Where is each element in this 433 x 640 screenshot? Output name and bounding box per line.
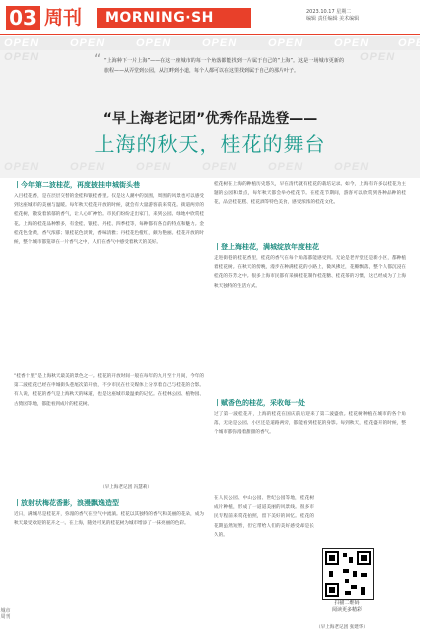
section-banner: MORNING·SH [97,8,251,28]
body-text: 入目桂花香，是在层层交替的金桂和银桂香里。仅是这人潮中的氛围，周围的风景也可以感受到这座城市的美丽与温暖。每年秋天桂花开放的时候，就会有大量游客前来赏花。街道两旁的桂花树，散发着浓郁的香气，让人心旷神怡。市民们纷纷走出家门，来到公园、绿地中欣赏桂花。上海的桂花品种繁多，有金桂、银桂、丹桂、四季桂等，每种都有各自的特点和魅力。金桂花色金黄，香气浓郁；银桂花色淡黄，香味清雅；丹桂花色橙红，颇为艳丽。桂花开放的时候，整个城市都笼罩在一片香气之中，人们在香气中感受着秋天的美好。 [14,194,204,246]
page-number: 03 [6,6,40,30]
qr-caption: 扫描二维码 阅读更多精彩 [331,600,362,613]
page-header [0,0,420,34]
open-word: OPEN [4,161,40,173]
section-heading: 丨放射状梅花香影，浪漫飘逸造型 [14,499,119,507]
open-pattern-row [0,160,420,174]
body-text: 过了第一波桂花开，上海的桂花在国庆前后迎来了第二波盛放。桂花树种植在城市的各个角落，无论是公园、小区还是道路两旁，都能看到桂花的身影。每到秋天，桂花盛开的时候，整个城市都弥漫着甜甜的香气。 [214,412,406,436]
open-word: OPEN [268,161,304,173]
page-footer: 城市 周刊 [0,608,11,620]
header-rule [0,34,420,35]
open-word: OPEN [360,51,396,63]
open-word: OPEN [4,37,40,49]
qr-code[interactable] [322,548,374,600]
body-text: 近日，满城尽是桂花开，弥漫的香气在空气中流淌。桂花以其独特的香气和美丽的花朵，成为秋天最受欢迎的花卉之一。在上海，随处可见的桂花树为城市增添了一抹亮丽的色彩。 [14,512,204,527]
open-word: OPEN [70,37,106,49]
open-word: OPEN [136,161,172,173]
open-word: OPEN [398,37,433,49]
open-word: OPEN [70,161,106,173]
date-line: 2023.10.17 星期二 [306,9,352,15]
byline: （早上海老记团 冯慧莉） [100,485,152,490]
section-heading: 丨今年第二波桂花，再度披挂申城街头巷 [14,181,140,189]
open-word: OPEN [268,37,304,49]
article-subtitle: 上海的秋天，桂花的舞台 [94,132,326,156]
byline: （早上海老记团 张建华） [316,625,368,630]
open-word: OPEN [334,37,370,49]
body-text: 桂花树在上海的种植历史悠久，早在清代就有桂花的栽培记录。如今，上海有许多以桂花为主题的公园和景点，每年秋天都会举办桂花节。在桂花节期间，游客可以欣赏到各种品种的桂花，品尝桂花糕、桂花酒等特色美食，感受浓浓的桂花文化。 [214,182,406,206]
section-title: 周刊 [44,7,83,29]
article-title: “早上海老记团”优秀作品选登—— [102,111,318,127]
intro-quote: “上海种下一片上海”——在这一座城市的每一个角落都能找到一片属于自己的“上海”。这是一场城市更新的旅程——从弄堂到公园，从江畔到小道，每个人都可以在这里找到属于自己的那片叶子。 [104,58,344,74]
section-heading: 丨赋香色的桂花，采收每一处 [214,399,305,407]
open-word: OPEN [334,161,370,173]
editor-line: 编辑 责任编辑 美术编辑 [306,16,360,22]
open-word: OPEN [4,51,40,63]
open-word: OPEN [202,161,238,173]
open-word: OPEN [136,37,172,49]
quote-icon: “ [94,52,102,68]
open-pattern-row [0,36,433,50]
open-word: OPEN [202,37,238,49]
body-text: “桂香十里”是上海秋天最美的景色之一。桂花的开放时间一般在每年的九月至十月间，今年的第二波桂花已经在申城街头巷尾次第开放，不少市民在社交媒体上分享着自己与桂花的合影。有人说，桂花的香气是上海秋天的味道，也是这座城市最温柔的记忆。在桂林公园、植物园、古猗园等地，都能看到成片的桂花树。 [14,374,204,407]
body-text: 走进街巷的桂花香里，桂花的香气在每个角落都能感受到。无论是老弄堂还是新小区，都种植着桂花树。在秋天的傍晚，漫步在种满桂花的小路上，微风拂过，花瓣飘落，整个人都沉浸在桂花的芬芳之中。很多上海市民都有采摘桂花制作桂花糖、桂花茶的习惯，这已经成为了上海秋天独特的生活方式。 [214,256,406,289]
body-text: 在人民公园、中山公园、世纪公园等地，桂花树成片种植，形成了一道道美丽的风景线。很多市民专程前来赏花拍照，留下美好的回忆。桂花的花期虽然短暂，但它带给人们的美好感受却是长久的。 [214,496,314,538]
issue-date [306,9,359,23]
section-heading: 丨登上海桂花，满城绽放年度桂花 [214,243,319,251]
